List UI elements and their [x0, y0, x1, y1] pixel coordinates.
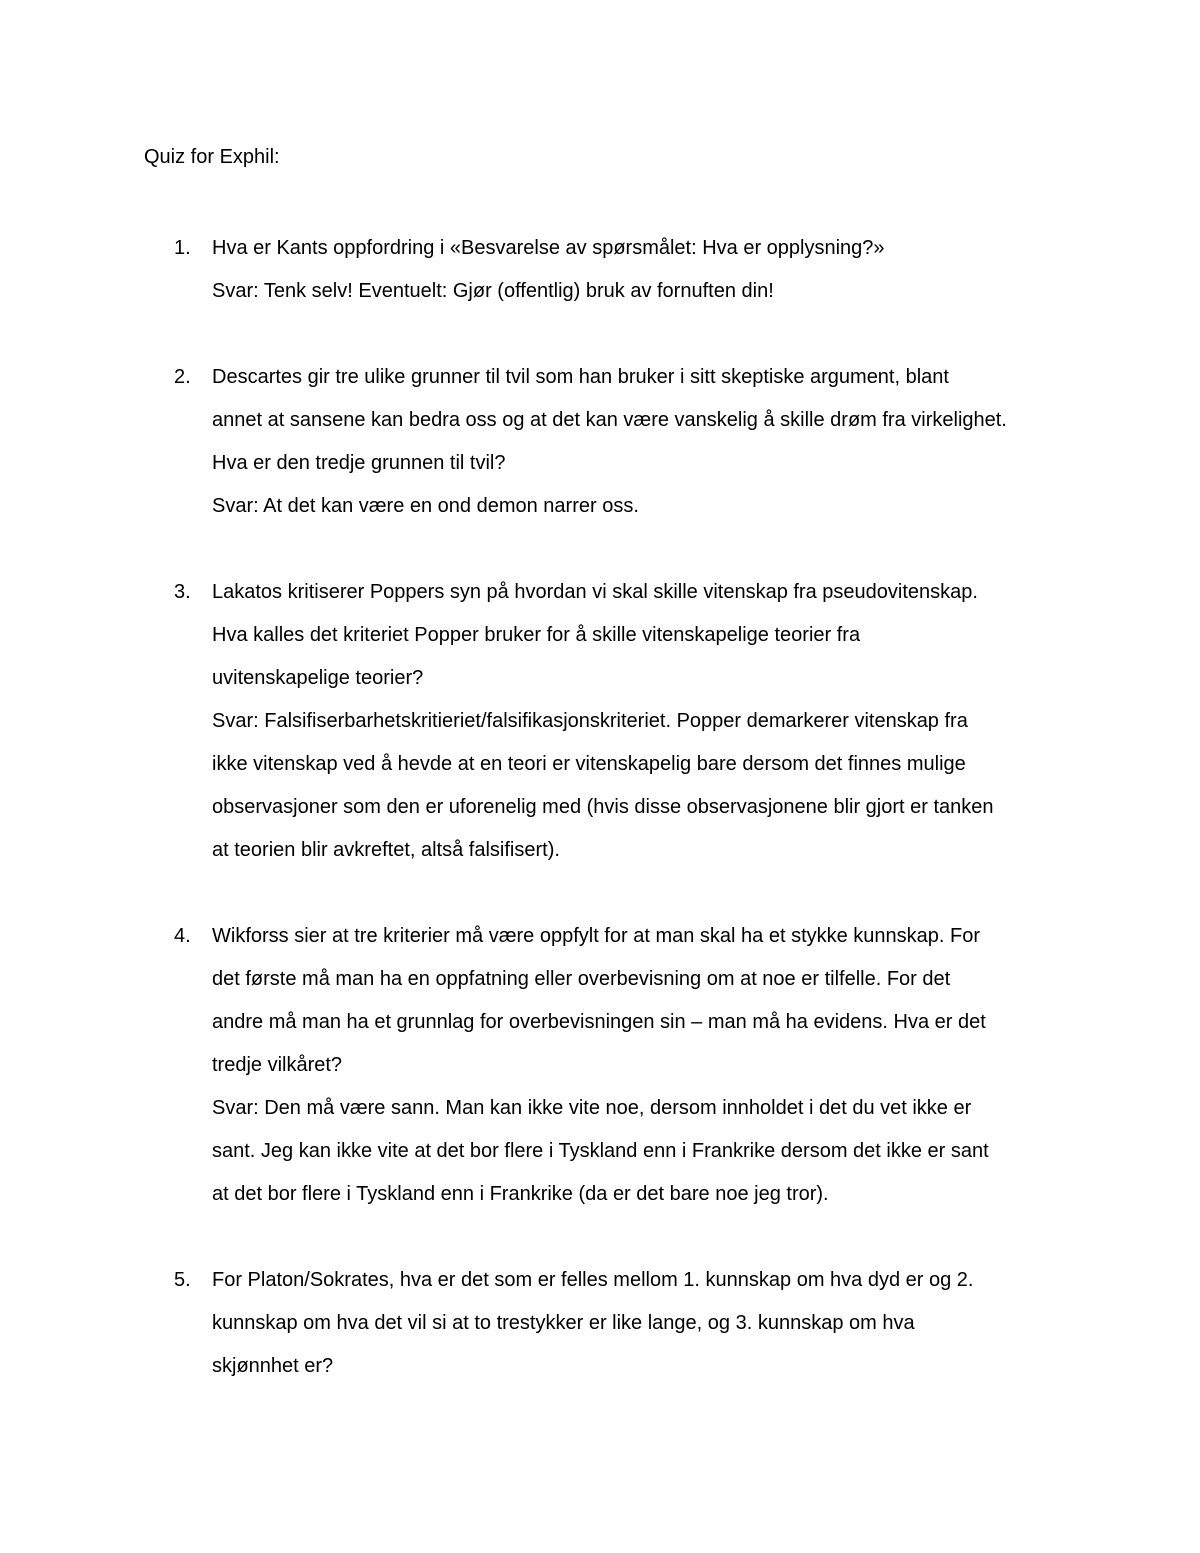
answer-text-line: Svar: Falsifiserbarhetskritieriet/falsifikasjonskriteriet. Popper demarkerer vitenskap fra: [212, 710, 968, 732]
question-item: [144, 356, 1074, 528]
question-text-line: Lakatos kritiserer Poppers syn på hvordan vi skal skille vitenskap fra pseudovitenskap.: [212, 581, 978, 603]
question-number: 5.: [174, 1269, 191, 1291]
question-text-line: Descartes gir tre ulike grunner til tvil som han bruker i sitt skeptiske argument, blant: [212, 366, 949, 388]
question-item: [144, 571, 1074, 872]
question-text-line: Wikforss sier at tre kriterier må være oppfylt for at man skal ha et stykke kunnskap. For: [212, 925, 981, 947]
answer-text-line: at teorien blir avkreftet, altså falsifisert).: [212, 839, 560, 861]
question-text-line: For Platon/Sokrates, hva er det som er felles mellom 1. kunnskap om hva dyd er og 2.: [212, 1269, 974, 1291]
answer-text-line: Svar: Tenk selv! Eventuelt: Gjør (offentlig) bruk av fornuften din!: [212, 280, 774, 302]
question-text-line: tredje vilkåret?: [212, 1054, 343, 1076]
question-item: [144, 227, 1074, 313]
question-text-line: skjønnhet er?: [212, 1355, 334, 1377]
answer-text-line: sant. Jeg kan ikke vite at det bor flere i Tyskland enn i Frankrike dersom det ikke er sant: [212, 1140, 989, 1162]
question-text-line: Hva er Kants oppfordring i «Besvarelse av spørsmålet: Hva er opplysning?»: [212, 237, 885, 259]
question-text-line: kunnskap om hva det vil si at to trestykker er like lange, og 3. kunnskap om hva: [212, 1312, 915, 1334]
question-text-line: Hva kalles det kriteriet Popper bruker for å skille vitenskapelige teorier fra: [212, 624, 861, 646]
question-number: 4.: [174, 925, 191, 947]
question-number: 2.: [174, 366, 191, 388]
answer-text-line: ikke vitenskap ved å hevde at en teori er vitenskapelig bare dersom det finnes mulige: [212, 753, 966, 775]
answer-text-line: Svar: Den må være sann. Man kan ikke vite noe, dersom innholdet i det du vet ikke er: [212, 1097, 972, 1119]
question-text-line: det første må man ha en oppfatning eller overbevisning om at noe er tilfelle. For det: [212, 968, 951, 990]
question-item: [144, 1259, 1074, 1388]
question-list: [144, 227, 1074, 1431]
answer-text-line: Svar: At det kan være en ond demon narrer oss.: [212, 495, 639, 517]
question-number: 3.: [174, 581, 191, 603]
answer-text-line: at det bor flere i Tyskland enn i Frankrike (da er det bare noe jeg tror).: [212, 1183, 829, 1205]
question-text-line: andre må man ha et grunnlag for overbevisningen sin – man må ha evidens. Hva er det: [212, 1011, 986, 1033]
document-title: Quiz for Exphil:: [144, 146, 280, 168]
question-number: 1.: [174, 237, 191, 259]
question-text-line: Hva er den tredje grunnen til tvil?: [212, 452, 506, 474]
question-item: [144, 915, 1074, 1216]
question-text-line: annet at sansene kan bedra oss og at det kan være vanskelig å skille drøm fra virkelighet.: [212, 409, 1007, 431]
answer-text-line: observasjoner som den er uforenelig med (hvis disse observasjonene blir gjort er tanken: [212, 796, 994, 818]
question-text-line: uvitenskapelige teorier?: [212, 667, 424, 689]
